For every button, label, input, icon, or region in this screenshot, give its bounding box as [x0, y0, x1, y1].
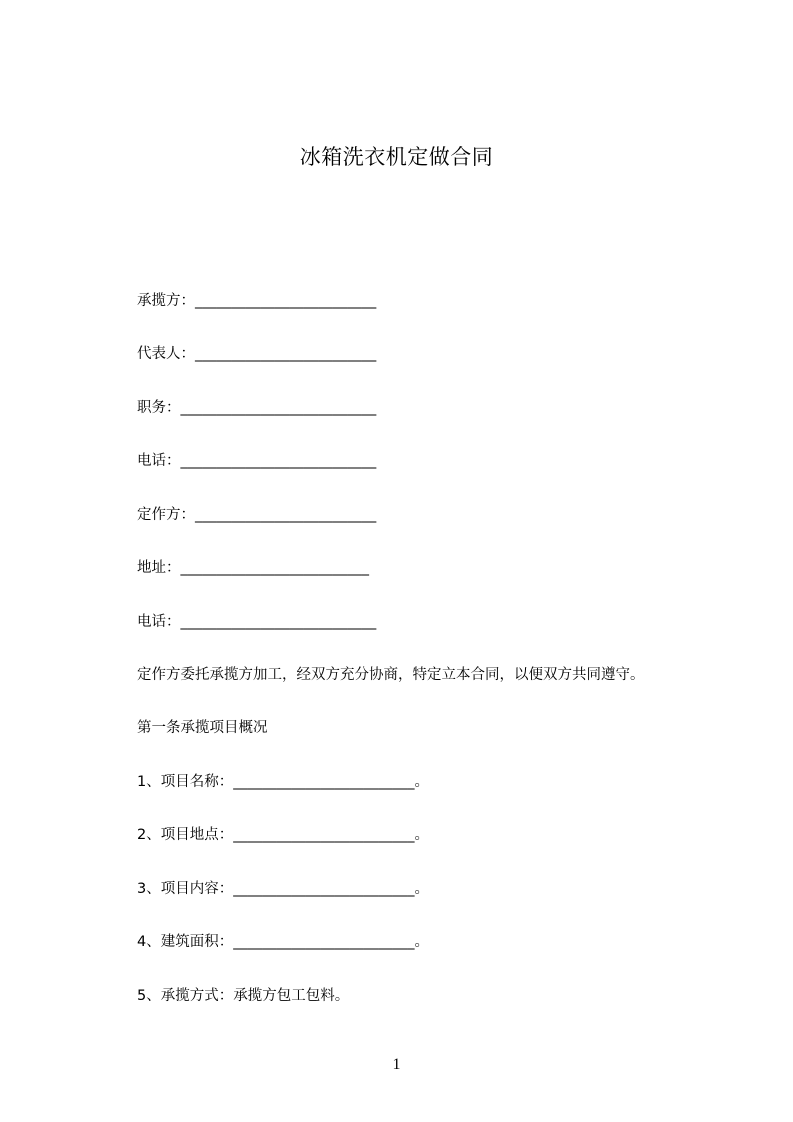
project-location-field: 2、项目地点：_________________________。 — [137, 827, 429, 843]
page-title: 冰箱洗衣机定做合同 — [299, 145, 494, 169]
client-phone-field: 电话：___________________________ — [137, 614, 377, 630]
address-field: 地址：__________________________ — [137, 560, 369, 576]
position-field: 职务：___________________________ — [137, 400, 377, 416]
contractor-phone-field: 电话：___________________________ — [137, 453, 377, 469]
intro-paragraph: 定作方委托承揽方加工，经双方充分协商，特定立本合同，以便双方共同遵守。 — [137, 667, 645, 683]
project-content-field: 3、项目内容：_________________________。 — [137, 881, 429, 897]
page-number: 1 — [392, 1056, 401, 1073]
contracting-method-line: 5、承揽方式：承揽方包工包料。 — [137, 988, 350, 1004]
section-heading: 第一条承揽项目概况 — [137, 720, 268, 736]
client-field: 定作方：_________________________ — [137, 507, 377, 523]
building-area-field: 4、建筑面积：_________________________。 — [137, 934, 429, 950]
contractor-field: 承揽方：_________________________ — [137, 293, 377, 309]
project-name-field: 1、项目名称：_________________________。 — [137, 774, 429, 790]
representative-field: 代表人：_________________________ — [137, 346, 377, 362]
